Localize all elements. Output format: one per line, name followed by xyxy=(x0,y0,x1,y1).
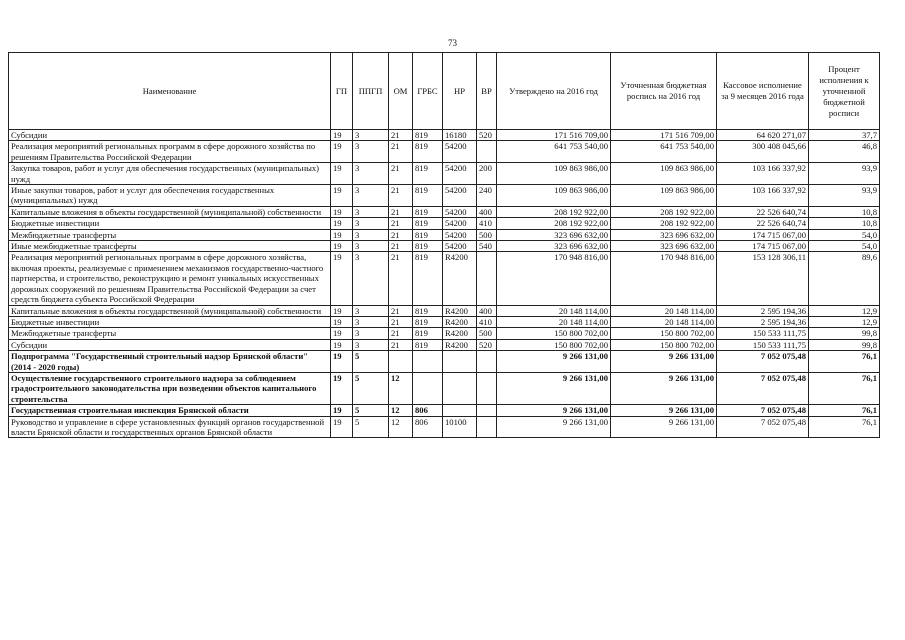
cell-cash: 22 526 640,74 xyxy=(717,218,809,229)
cell-approved: 208 192 922,00 xyxy=(497,206,611,217)
cell-np: 54200 xyxy=(443,241,477,252)
cell-name: Межбюджетные трансферты xyxy=(9,229,331,240)
cell-name: Субсидии xyxy=(9,130,331,141)
cell-cash: 64 620 271,07 xyxy=(717,130,809,141)
cell-vr: 400 xyxy=(477,206,497,217)
cell-percent: 12,9 xyxy=(809,316,880,327)
cell-vr: 240 xyxy=(477,185,497,207)
col-header-grbs: ГРБС xyxy=(413,53,443,130)
cell-gp: 19 xyxy=(331,339,353,350)
cell-refined: 9 266 131,00 xyxy=(611,416,717,438)
cell-refined: 9 266 131,00 xyxy=(611,351,717,373)
cell-ppgp: 5 xyxy=(353,416,389,438)
cell-name: Иные закупки товаров, работ и услуг для обеспечения государственных (муниципальных) нужд xyxy=(9,185,331,207)
cell-gp: 19 xyxy=(331,241,353,252)
cell-grbs: 819 xyxy=(413,328,443,339)
cell-np xyxy=(443,351,477,373)
cell-vr: 520 xyxy=(477,130,497,141)
cell-approved: 170 948 816,00 xyxy=(497,252,611,305)
cell-approved: 150 800 702,00 xyxy=(497,339,611,350)
cell-approved: 9 266 131,00 xyxy=(497,416,611,438)
cell-ppgp: 3 xyxy=(353,229,389,240)
cell-percent: 76,1 xyxy=(809,405,880,416)
cell-grbs: 819 xyxy=(413,241,443,252)
cell-vr xyxy=(477,405,497,416)
cell-refined: 109 863 986,00 xyxy=(611,185,717,207)
cell-percent: 10,8 xyxy=(809,218,880,229)
cell-om: 21 xyxy=(389,241,413,252)
cell-om: 12 xyxy=(389,416,413,438)
cell-percent: 99,8 xyxy=(809,339,880,350)
cell-om: 21 xyxy=(389,229,413,240)
cell-om: 21 xyxy=(389,206,413,217)
cell-ppgp: 3 xyxy=(353,241,389,252)
cell-gp: 19 xyxy=(331,351,353,373)
cell-approved: 150 800 702,00 xyxy=(497,328,611,339)
cell-ppgp: 5 xyxy=(353,372,389,404)
cell-np: R4200 xyxy=(443,339,477,350)
cell-ppgp: 3 xyxy=(353,218,389,229)
col-header-np: НР xyxy=(443,53,477,130)
cell-refined: 20 148 114,00 xyxy=(611,316,717,327)
cell-grbs: 819 xyxy=(413,252,443,305)
cell-grbs: 819 xyxy=(413,185,443,207)
cell-refined: 9 266 131,00 xyxy=(611,372,717,404)
cell-vr: 410 xyxy=(477,218,497,229)
cell-percent: 99,8 xyxy=(809,328,880,339)
cell-cash: 2 595 194,36 xyxy=(717,316,809,327)
cell-grbs: 819 xyxy=(413,130,443,141)
cell-percent: 54,0 xyxy=(809,229,880,240)
cell-approved: 323 696 632,00 xyxy=(497,229,611,240)
cell-name: Межбюджетные трансферты xyxy=(9,328,331,339)
cell-grbs: 819 xyxy=(413,305,443,316)
cell-name: Бюджетные инвестиции xyxy=(9,316,331,327)
cell-name: Реализация мероприятий региональных программ в сфере дорожного хозяйства, включая проекты, реализуемые с применением механизмов государственно-частного партнерства, и строительство, реконструкцию и ремонт уникальных искусственных дорожных сооружений по решениям Правительства Российской Федерации за счет средств бюджета субъекта Российской Федерации xyxy=(9,252,331,305)
cell-approved: 9 266 131,00 xyxy=(497,405,611,416)
cell-name: Подпрограмма "Государственный строительный надзор Брянской области" (2014 - 2020 годы) xyxy=(9,351,331,373)
cell-name: Осуществление государственного строительного надзора за соблюдением градостроительного законодательства при возведении объектов капитального строительства xyxy=(9,372,331,404)
col-header-gp: ГП xyxy=(331,53,353,130)
table-row xyxy=(9,316,880,327)
cell-name: Капитальные вложения в объекты государственной (муниципальной) собственности xyxy=(9,206,331,217)
cell-refined: 170 948 816,00 xyxy=(611,252,717,305)
cell-percent: 12,9 xyxy=(809,305,880,316)
cell-np: 16180 xyxy=(443,130,477,141)
col-header-approved: Утверждено на 2016 год xyxy=(497,53,611,130)
cell-np: R4200 xyxy=(443,305,477,316)
cell-gp: 19 xyxy=(331,163,353,185)
table-row xyxy=(9,305,880,316)
cell-grbs: 819 xyxy=(413,229,443,240)
cell-cash: 150 533 111,75 xyxy=(717,328,809,339)
cell-percent: 10,8 xyxy=(809,206,880,217)
cell-approved: 641 753 540,00 xyxy=(497,141,611,163)
cell-percent: 54,0 xyxy=(809,241,880,252)
cell-approved: 323 696 632,00 xyxy=(497,241,611,252)
cell-name: Государственная строительная инспекция Брянской области xyxy=(9,405,331,416)
cell-cash: 103 166 337,92 xyxy=(717,185,809,207)
cell-percent: 76,1 xyxy=(809,351,880,373)
cell-approved: 9 266 131,00 xyxy=(497,372,611,404)
cell-gp: 19 xyxy=(331,218,353,229)
cell-cash: 153 128 306,11 xyxy=(717,252,809,305)
col-header-om: ОМ xyxy=(389,53,413,130)
cell-percent: 37,7 xyxy=(809,130,880,141)
cell-ppgp: 3 xyxy=(353,252,389,305)
table-row xyxy=(9,163,880,185)
cell-grbs: 819 xyxy=(413,206,443,217)
cell-om: 21 xyxy=(389,252,413,305)
cell-gp: 19 xyxy=(331,229,353,240)
cell-vr: 410 xyxy=(477,316,497,327)
cell-name: Капитальные вложения в объекты государственной (муниципальной) собственности xyxy=(9,305,331,316)
cell-vr xyxy=(477,351,497,373)
cell-cash: 174 715 067,00 xyxy=(717,229,809,240)
cell-ppgp: 3 xyxy=(353,185,389,207)
cell-name: Субсидии xyxy=(9,339,331,350)
cell-cash: 7 052 075,48 xyxy=(717,405,809,416)
cell-om: 21 xyxy=(389,163,413,185)
cell-grbs: 819 xyxy=(413,316,443,327)
table-row xyxy=(9,252,880,305)
cell-vr: 540 xyxy=(477,241,497,252)
cell-om: 21 xyxy=(389,305,413,316)
cell-refined: 150 800 702,00 xyxy=(611,328,717,339)
cell-approved: 109 863 986,00 xyxy=(497,163,611,185)
cell-refined: 323 696 632,00 xyxy=(611,241,717,252)
table-row xyxy=(9,405,880,416)
table-row xyxy=(9,141,880,163)
cell-grbs: 819 xyxy=(413,163,443,185)
table-row xyxy=(9,241,880,252)
table-row xyxy=(9,218,880,229)
cell-name: Иные межбюджетные трансферты xyxy=(9,241,331,252)
table-row xyxy=(9,328,880,339)
cell-np: R4200 xyxy=(443,328,477,339)
cell-refined: 323 696 632,00 xyxy=(611,229,717,240)
cell-refined: 641 753 540,00 xyxy=(611,141,717,163)
cell-gp: 19 xyxy=(331,316,353,327)
cell-gp: 19 xyxy=(331,141,353,163)
cell-percent: 76,1 xyxy=(809,372,880,404)
cell-cash: 22 526 640,74 xyxy=(717,206,809,217)
col-header-refined: Уточненная бюджетная роспись на 2016 год xyxy=(611,53,717,130)
table-row xyxy=(9,130,880,141)
cell-np xyxy=(443,372,477,404)
cell-np: 54200 xyxy=(443,229,477,240)
cell-om: 21 xyxy=(389,316,413,327)
cell-percent: 93,9 xyxy=(809,163,880,185)
cell-om: 12 xyxy=(389,372,413,404)
col-header-cash: Кассовое исполнение за 9 месяцев 2016 года xyxy=(717,53,809,130)
table-row xyxy=(9,372,880,404)
cell-ppgp: 3 xyxy=(353,339,389,350)
cell-ppgp: 5 xyxy=(353,405,389,416)
cell-refined: 150 800 702,00 xyxy=(611,339,717,350)
cell-om: 21 xyxy=(389,328,413,339)
cell-grbs xyxy=(413,351,443,373)
cell-vr: 500 xyxy=(477,328,497,339)
table-row xyxy=(9,351,880,373)
cell-approved: 9 266 131,00 xyxy=(497,351,611,373)
cell-grbs: 819 xyxy=(413,339,443,350)
cell-cash: 150 533 111,75 xyxy=(717,339,809,350)
cell-vr: 500 xyxy=(477,229,497,240)
cell-grbs xyxy=(413,372,443,404)
cell-cash: 7 052 075,48 xyxy=(717,372,809,404)
cell-np xyxy=(443,405,477,416)
cell-refined: 171 516 709,00 xyxy=(611,130,717,141)
cell-om: 21 xyxy=(389,141,413,163)
table-row xyxy=(9,339,880,350)
cell-percent: 76,1 xyxy=(809,416,880,438)
cell-np: 10100 xyxy=(443,416,477,438)
cell-name: Бюджетные инвестиции xyxy=(9,218,331,229)
cell-om xyxy=(389,351,413,373)
cell-gp: 19 xyxy=(331,130,353,141)
cell-np: 54200 xyxy=(443,218,477,229)
cell-grbs: 819 xyxy=(413,218,443,229)
cell-vr: 400 xyxy=(477,305,497,316)
cell-refined: 208 192 922,00 xyxy=(611,206,717,217)
cell-percent: 46,8 xyxy=(809,141,880,163)
cell-ppgp: 3 xyxy=(353,141,389,163)
cell-ppgp: 3 xyxy=(353,316,389,327)
cell-percent: 89,6 xyxy=(809,252,880,305)
cell-np: 54200 xyxy=(443,206,477,217)
cell-vr xyxy=(477,416,497,438)
cell-approved: 20 148 114,00 xyxy=(497,316,611,327)
cell-ppgp: 5 xyxy=(353,351,389,373)
cell-cash: 103 166 337,92 xyxy=(717,163,809,185)
cell-refined: 9 266 131,00 xyxy=(611,405,717,416)
header-row xyxy=(9,53,880,130)
cell-ppgp: 3 xyxy=(353,328,389,339)
cell-ppgp: 3 xyxy=(353,206,389,217)
cell-percent: 93,9 xyxy=(809,185,880,207)
cell-vr xyxy=(477,141,497,163)
col-header-percent: Процент исполнения к уточненной бюджетной росписи xyxy=(809,53,880,130)
cell-approved: 20 148 114,00 xyxy=(497,305,611,316)
cell-om: 21 xyxy=(389,185,413,207)
table-row xyxy=(9,416,880,438)
cell-approved: 109 863 986,00 xyxy=(497,185,611,207)
page-number: 73 xyxy=(448,38,457,48)
cell-cash: 300 408 045,66 xyxy=(717,141,809,163)
cell-om: 12 xyxy=(389,405,413,416)
cell-refined: 208 192 922,00 xyxy=(611,218,717,229)
cell-gp: 19 xyxy=(331,405,353,416)
cell-cash: 2 595 194,36 xyxy=(717,305,809,316)
cell-vr: 200 xyxy=(477,163,497,185)
table-row xyxy=(9,185,880,207)
cell-gp: 19 xyxy=(331,185,353,207)
cell-cash: 174 715 067,00 xyxy=(717,241,809,252)
cell-approved: 171 516 709,00 xyxy=(497,130,611,141)
col-header-name: Наименование xyxy=(9,53,331,130)
cell-np: 54200 xyxy=(443,163,477,185)
cell-cash: 7 052 075,48 xyxy=(717,351,809,373)
cell-ppgp: 3 xyxy=(353,130,389,141)
cell-gp: 19 xyxy=(331,372,353,404)
cell-refined: 109 863 986,00 xyxy=(611,163,717,185)
cell-gp: 19 xyxy=(331,252,353,305)
cell-gp: 19 xyxy=(331,416,353,438)
cell-gp: 19 xyxy=(331,328,353,339)
cell-name: Закупка товаров, работ и услуг для обеспечения государственных (муниципальных) нужд xyxy=(9,163,331,185)
cell-vr xyxy=(477,252,497,305)
cell-om: 21 xyxy=(389,130,413,141)
col-header-vr: ВР xyxy=(477,53,497,130)
cell-np: 54200 xyxy=(443,185,477,207)
budget-execution-table xyxy=(8,52,880,438)
cell-om: 21 xyxy=(389,339,413,350)
cell-vr: 520 xyxy=(477,339,497,350)
table-row xyxy=(9,229,880,240)
cell-ppgp: 3 xyxy=(353,163,389,185)
col-header-ppgp: ППГП xyxy=(353,53,389,130)
table-row xyxy=(9,206,880,217)
cell-grbs: 806 xyxy=(413,405,443,416)
cell-np: 54200 xyxy=(443,141,477,163)
cell-np: R4200 xyxy=(443,316,477,327)
cell-vr xyxy=(477,372,497,404)
cell-refined: 20 148 114,00 xyxy=(611,305,717,316)
cell-cash: 7 052 075,48 xyxy=(717,416,809,438)
cell-om: 21 xyxy=(389,218,413,229)
cell-approved: 208 192 922,00 xyxy=(497,218,611,229)
cell-np: R4200 xyxy=(443,252,477,305)
cell-gp: 19 xyxy=(331,305,353,316)
cell-name: Руководство и управление в сфере установленных функций органов государственной власти Брянской области и государственных органов Брянской области xyxy=(9,416,331,438)
cell-grbs: 806 xyxy=(413,416,443,438)
cell-grbs: 819 xyxy=(413,141,443,163)
cell-ppgp: 3 xyxy=(353,305,389,316)
cell-gp: 19 xyxy=(331,206,353,217)
cell-name: Реализация мероприятий региональных программ в сфере дорожного хозяйства по решениям Правительства Российской Федерации xyxy=(9,141,331,163)
